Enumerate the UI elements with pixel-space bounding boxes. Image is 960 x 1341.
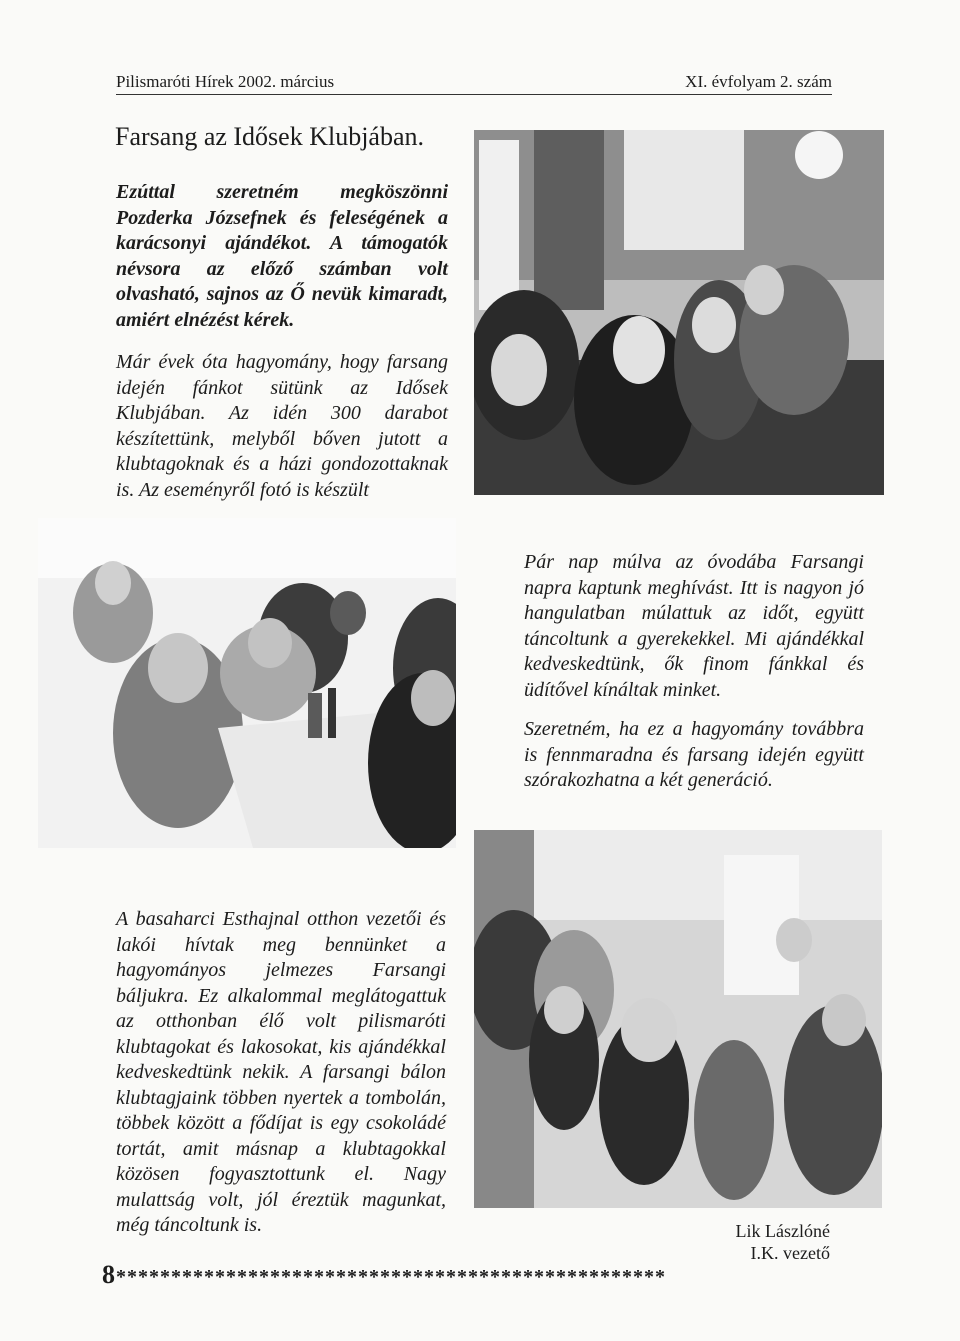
header-publication: Pilismaróti Hírek 2002. március (116, 72, 335, 91)
photo-club-members (474, 130, 884, 495)
paragraph-wish: Szeretném, ha ez a hagyomány továbbra is fennmaradna és farsang idején együtt szórakozhatna a két generáció. (524, 718, 864, 791)
signature (736, 1220, 830, 1264)
signature-name: Lik Lászlóné (735, 1221, 830, 1241)
article-title: Farsang az Idősek Klubjában. (115, 122, 425, 151)
photo-table-gathering (38, 518, 456, 848)
paragraph-ball: A basaharci Esthajnal otthon vezetői és lakói hívtak meg bennünket a hagyományos jelmezes Farsangi báljukra. Ez alkalommal meglátogattuk az otthonban élő volt pilismaróti klubtagokat és lakosokat, kis ajándékkal kedveskedtünk nekik. A farsangi bálon klubtagjaink többen nyertek a tombolán, többek között a fődíjat is egy csokoládé tortát, amit másnap a klubtagokkal közösen fogyasztottunk el. Nagy mulattság volt, jól éreztük magunkat, még táncoltunk is. (116, 908, 446, 1236)
paragraph-donuts: Már évek óta hagyomány, hogy farsang idején fánkot sütünk az Idősek Klubjában. Az idén 300 darabot készítettünk, melyből bőven jutott a klubtagoknak és a házi gondozottaknak is. Az eseményről fotó is készült (116, 351, 448, 501)
footer-stars: ************************************************** (116, 1266, 666, 1288)
photo-children-dancing (474, 830, 882, 1208)
page-header (116, 72, 832, 95)
thanks-paragraph: Ezúttal szeretném megköszönni Pozderka Józsefnek és feleségének a karácsonyi ajándékot. A támogatók névsora az előző számban volt olvasható, sajnos az Ő nevük kimaradt, amiért elnézést kérek. (116, 181, 448, 331)
paragraph-kindergarten: Pár nap múlva az óvodába Farsangi napra kaptunk meghívást. Itt is nagyon jó hangulatban múlattuk az időt, együtt táncoltunk a gyerekekkel. Mi ajándékkal kedveskedtünk, ők finom fánkkal és üdítővel kínáltak minket. (524, 551, 864, 701)
header-issue: XI. évfolyam 2. szám (685, 72, 832, 91)
page-footer (102, 1260, 666, 1290)
signature-role: I.K. vezető (750, 1243, 830, 1263)
page-number: 8 (102, 1260, 116, 1289)
